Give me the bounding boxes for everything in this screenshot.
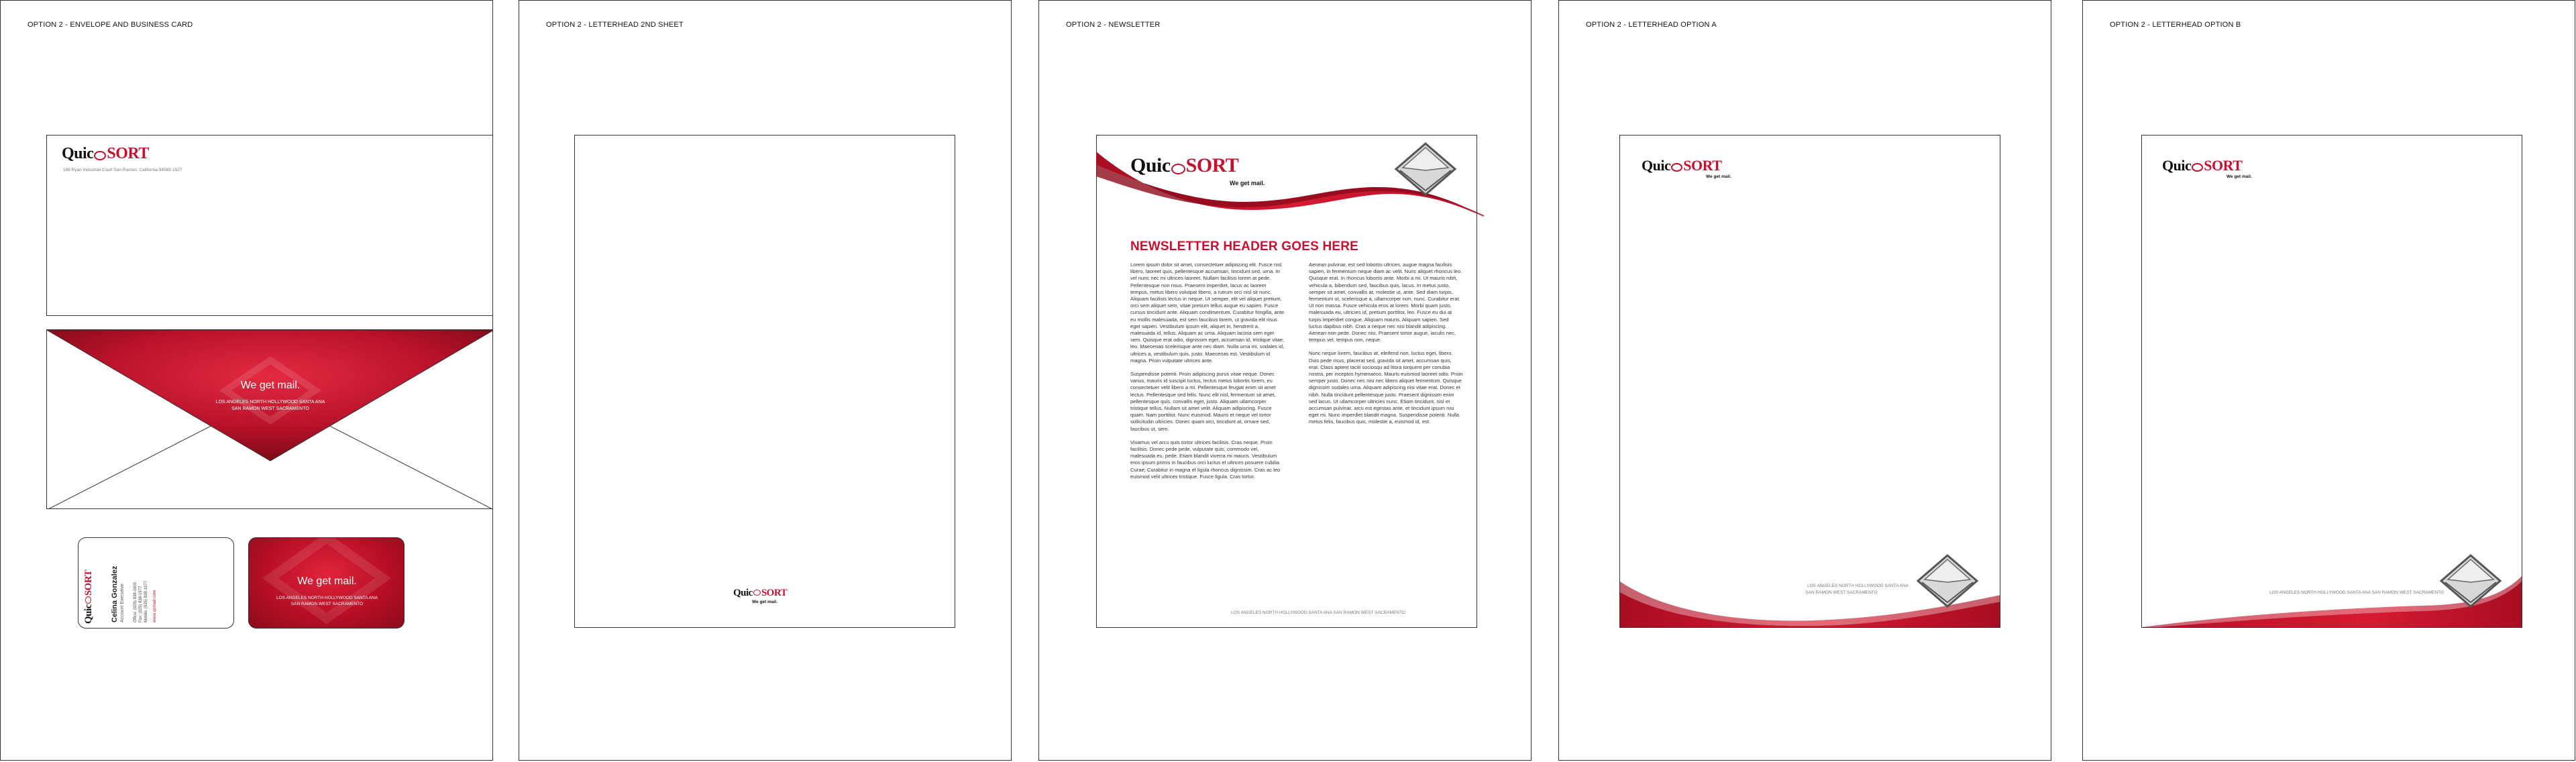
card-web: www.qsmail.com <box>152 590 157 622</box>
nl-col1-paragraph-3: Vivamus vel arcu quis tortor ultrices facilisis. Cras neque. Proin facilisis. Donec pede pede, vulputate quis, commodo vel, malesuada eu, pede. Etiam blandit viverra mi mauris. Vestibulum eros ipsum primis in faucibus orci luctus et ultrices posuere cubilia Curae; Curabitur in magna et ligula rhoncus dignissim. Cras ac leo euismod velit ultrices tristique. Fusce ligula. Cras tortor. <box>1130 439 1281 480</box>
nl-col2-paragraph-1: Aenean pulvinar, est sed lobortis ultrices, augue magna facilisis sapien, in fermentum neque diam ac velit. Nunc aliquet rhoncus leo. Quisque erat. In rhoncus lobortis ante. Morbi a mi. Ut mauris nibh, vehicula a, bibendum sed, faucibus quis, lacus. In metus justo, semper sit amet, convallis at, molestie ut, ante. Sed diam turpis, fermentum ut, scelerisque a, ullamcorper non, nunc. Curabitur erat. Ut non massa. Fusce vehicula eros at lorem. Morbi quam justo, malesuada eu, ultricies id, pretium porttitor, leo. Fusce eu dui at turpis imperdiet congue. Aliquam mauris. Aliquam sapien. Sed luctus dapibus nibh. Cras a neque nec nisi blandit adipiscing. Aenean non pede. Donec nisi. Praesent tortor augue, iaculis nec, tempus vel, tempus non, neque. <box>1309 262 1462 343</box>
card-phone-1: Office: (925) 838-1900 <box>133 582 138 622</box>
board-title: OPTION 2 - LETTERHEAD OPTION A <box>1586 21 1717 29</box>
letterhead-a-logo <box>1642 157 1721 174</box>
lh-b-logo-quic: Quic <box>2162 157 2192 174</box>
letterhead-a-tagline: We get mail. <box>1706 174 1731 179</box>
business-card-back <box>248 537 405 629</box>
sheet-logo-ring-icon <box>753 590 761 596</box>
board-envelope-business-card <box>0 0 493 761</box>
card-back-locations-2: SAN RAMON WEST SACRAMENTO <box>290 602 364 606</box>
letterhead-option-a <box>1619 135 2000 628</box>
letterhead-a-envelope-icon <box>1914 553 1981 613</box>
board-newsletter <box>1038 0 1532 761</box>
card-logo-sort: SORT <box>83 569 94 596</box>
nl-logo-sort: SORT <box>1185 154 1239 176</box>
nl-col2-paragraph-2: Nunc neque lorem, faucibus at, eleifend non, luctus eget, libero. Duis pede risus, placerat sed, gravida sit amet, accumsan quis, erat. Class aptent taciti sociosqu ad litora torquent per conubia nostra, per inceptos hymenaeos. Mauris euismod laoreet odio. Proin semper justo. Donec nec nisi nec libero aliquet fermentum. Quisque dignissim sodales urna. Aliquam adipiscing nisi vitae erat. Donec et nibh. Nulla tincidunt pellentesque justo. Praesent dignissim enim sed lacus. Ut ullamcorper ultricies nunc. Etiam tincidunt, nisl et accumsan pulvinar, arcu est egestas ante, et tincidunt ipsum nisi eget mi. Nunc imperdiet blandit magna. Suspendisse potenti. Nulla metus felis, faucibus quis, molestie a, euismod id, est. <box>1309 350 1463 425</box>
flap-locations-line2: SAN RAMON WEST SACRAMENTO <box>231 406 309 411</box>
card-logo-quic: Quic <box>83 604 94 624</box>
brand-logo <box>62 145 149 163</box>
letterhead-b-tagline: We get mail. <box>2226 174 2252 179</box>
letterhead-b-logo <box>2162 157 2242 174</box>
newsletter-page <box>1096 135 1477 628</box>
newsletter-logo <box>1130 154 1238 177</box>
sheet-tagline: We get mail. <box>752 600 777 604</box>
business-card-front <box>78 537 234 629</box>
card-front-rotated-content <box>78 538 234 629</box>
flap-locations-line1: LOS ANGELES NORTH HOLLYWOOD SANTA ANA <box>215 400 325 404</box>
letterhead-b-footer: LOS ANGELES NORTH HOLLYWOOD SANTA ANA SAN RAMON WEST SACRAMENTO <box>2269 590 2444 595</box>
sheet-footer-logo <box>733 587 787 599</box>
lh-b-logo-ring-icon <box>2192 163 2203 172</box>
newsletter-column-1 <box>1130 262 1285 487</box>
nl-col1-paragraph-1: Lorem ipsum dolor sit amet, consectetuer adipiscing elit. Fusce nisl libero, laoreet quis, pellentesque accumsan, tincidunt sed, urna. In vel nunc nec mi ultrices laoreet. Nullam facilisis lorem at pede. Pellentesque non risus. Praesent imperdiet, lacus ac laoreet tempus, metus libero volutpat libero, a rutrum orci nisl sit nunc. Aliquam facilisis lectus in neque. Ut semper, elit vel aliquet pretium, orci sem aliquet sem, vitae pretium tellus augue eu sapien. Fusce cursus tincidunt ante. Aliquam condimentum. Curabitur fringilla, ante eu mollis malesuada, est sem faucibus lorem, ut gravida elit risus eget sapien. Vestibulum ipsum elit, aliquet in, hendrerit a, malesuada id, tellus. Aliquam ac urna. Aliquam lacinia sem eget sem. Quisque erat odio, dignissim eget, accumsan id, tristique vitae, leo. Maecenas scelerisque ante nec diam. Nulla urna mi, sodales id, ultrices a, vestibulum quis, justo. Maecenas est. Vestibulum id magna. Proin vulputate ultrices ante. <box>1130 262 1285 364</box>
letterhead-2nd-sheet <box>574 135 955 628</box>
card-back-tagline: We get mail. <box>297 576 357 587</box>
return-address: 189 Ryan Industrial Court San Ramon, California 94583-1527 <box>63 168 182 172</box>
lh-b-logo-sort: SORT <box>2204 157 2243 174</box>
letterhead-a-footer-2: SAN RAMON WEST SACRAMENTO <box>1805 590 1878 595</box>
letterhead-b-envelope-icon <box>2437 553 2504 613</box>
envelope-front <box>46 135 493 316</box>
letterhead-option-b <box>2141 135 2522 628</box>
nl-logo-quic: Quic <box>1130 154 1171 176</box>
letterhead-a-footer-1: LOS ANGELES NORTH HOLLYWOOD SANTA ANA <box>1807 584 1909 588</box>
newsletter-column-2 <box>1309 262 1463 433</box>
board-title: OPTION 2 - ENVELOPE AND BUSINESS CARD <box>28 21 193 29</box>
board-letterhead-option-b <box>2082 0 2575 761</box>
lh-a-logo-quic: Quic <box>1642 157 1671 174</box>
envelope-back <box>46 329 493 509</box>
card-logo <box>83 570 95 624</box>
board-title: OPTION 2 - LETTERHEAD 2ND SHEET <box>546 21 684 29</box>
nl-logo-ring-icon <box>1171 164 1185 174</box>
newsletter-footer: LOS ANGELES NORTH HOLLYWOOD SANTA ANA SAN RAMON WEST SACRAMENTO <box>1231 610 1405 615</box>
envelope-back-art <box>47 330 493 509</box>
nl-col1-paragraph-2: Suspendisse potenti. Proin adipiscing purus vitae neque. Donec varius, mauris id suscipit luctus, lectus metus lobortis lorem, eu consectetuer velit libero a mi. Pellentesque feugiat enim sit amet lectus. Pellentesque sed felis. Nunc elit nisl, fermentum sit amet, pellentesque quis, convallis eget, justo. Aliquam ullamcorper tristique tellus. Nullam sit amet velit. Aliquam adipiscing. Fusce quam. Nam porttitor. Nunc euismod. Mauris et neque vel tortor sollicitudin ultricies. Donec quam orci, tincidunt at, ornare sed, faucibus ut, sem. <box>1130 371 1276 432</box>
board-letterhead-option-a <box>1558 0 2051 761</box>
envelope-icon <box>1392 141 1459 201</box>
lh-a-logo-sort: SORT <box>1683 157 1722 174</box>
card-role: Account Executive <box>120 584 125 622</box>
logo-word-quic: Quic <box>62 145 94 162</box>
sheet-logo-sort: SORT <box>761 588 788 598</box>
card-name: Celina Gonzalez <box>111 565 119 622</box>
logo-word-sort: SORT <box>107 145 149 162</box>
lh-a-logo-ring-icon <box>1671 163 1682 172</box>
card-logo-ring-icon <box>85 596 91 604</box>
newsletter-header: NEWSLETTER HEADER GOES HERE <box>1130 239 1359 254</box>
logo-ring-icon <box>94 151 106 160</box>
sheet-logo-quic: Quic <box>733 588 753 598</box>
card-phone-3: Mobile: (925) 838-1977 <box>144 580 148 622</box>
newsletter-tagline: We get mail. <box>1230 180 1265 186</box>
flap-tagline: We get mail. <box>240 380 301 391</box>
card-back-locations-1: LOS ANGELES NORTH HOLLYWOOD SANTA ANA <box>276 596 378 600</box>
card-phone-2: Fax: (925) 838-1977 <box>139 586 143 622</box>
board-title: OPTION 2 - NEWSLETTER <box>1066 21 1161 29</box>
board-title: OPTION 2 - LETTERHEAD OPTION B <box>2110 21 2241 29</box>
board-letterhead-2nd-sheet <box>519 0 1012 761</box>
